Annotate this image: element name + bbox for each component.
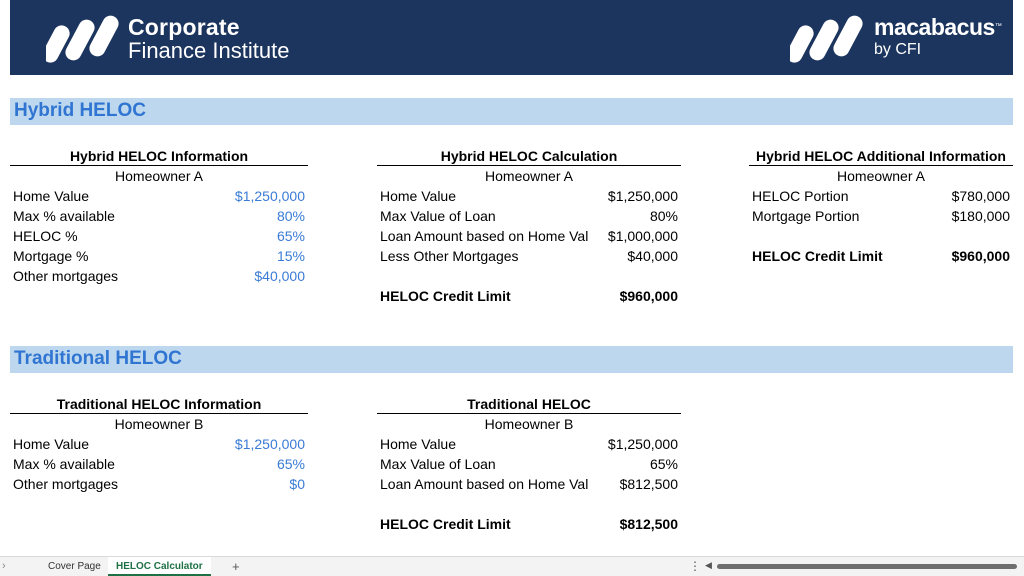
row-value: $40,000 [254, 268, 305, 284]
table-row[interactable] [377, 206, 681, 226]
scrollbar-thumb[interactable] [717, 564, 1017, 569]
hybrid-calc-table [377, 146, 681, 306]
table-title: Traditional HELOC [377, 394, 681, 414]
row-value: 80% [276, 208, 305, 224]
cfi-line2: Finance Institute [128, 38, 290, 63]
row-value: $812,500 [619, 476, 678, 492]
row-value: $780,000 [951, 188, 1010, 204]
table-title: Hybrid HELOC Information [10, 146, 308, 166]
table-title: Hybrid HELOC Additional Information [749, 146, 1013, 166]
table-row[interactable] [377, 454, 681, 474]
mac-line2: by CFI [874, 41, 922, 58]
macabacus-wordmark [874, 14, 1001, 60]
hybrid-section-header [10, 98, 1013, 125]
total-row[interactable] [749, 246, 1013, 266]
scroll-left-icon[interactable]: ◀ [705, 560, 712, 570]
row-label: Home Value [380, 436, 457, 452]
macabacus-logo-icon [790, 14, 870, 64]
table-title: Traditional HELOC Information [10, 394, 308, 414]
traditional-section-header [10, 346, 1013, 373]
sheet-nav-icon[interactable]: › [2, 560, 6, 572]
table-row[interactable] [749, 186, 1013, 206]
table-row[interactable] [377, 186, 681, 206]
total-label: HELOC Credit Limit [752, 248, 883, 264]
tab-options-icon[interactable]: ⋮ [689, 559, 701, 573]
cfi-line1: Corporate [128, 14, 240, 40]
row-label: Home Value [13, 436, 90, 452]
table-row[interactable] [10, 206, 308, 226]
table-row[interactable] [10, 266, 308, 286]
tab-cover-page[interactable]: Cover Page [48, 561, 101, 572]
row-value: $1,250,000 [607, 188, 678, 204]
total-row[interactable] [377, 514, 681, 534]
row-value: 65% [276, 456, 305, 472]
add-sheet-button[interactable]: + [232, 559, 240, 574]
tab-heloc-calculator[interactable]: HELOC Calculator [108, 557, 211, 576]
horizontal-scrollbar[interactable] [705, 561, 1022, 573]
row-label: Loan Amount based on Home Val [380, 476, 589, 492]
table-title: Hybrid HELOC Calculation [377, 146, 681, 166]
total-value: $812,500 [619, 516, 678, 532]
traditional-info-table [10, 394, 308, 494]
row-label: Home Value [380, 188, 457, 204]
mac-tm: ™ [994, 23, 1002, 30]
row-label: Max % available [13, 208, 115, 224]
row-value: $1,250,000 [234, 188, 305, 204]
row-value: 80% [649, 208, 678, 224]
hybrid-section-title: Hybrid HELOC [14, 100, 146, 121]
row-value: $1,250,000 [607, 436, 678, 452]
sheet-tab-bar [0, 556, 1024, 576]
table-subtitle: Homeowner B [484, 416, 574, 432]
row-value: $180,000 [951, 208, 1010, 224]
row-label: Max Value of Loan [380, 456, 496, 472]
row-value: $1,000,000 [607, 228, 678, 244]
total-label: HELOC Credit Limit [380, 288, 511, 304]
row-value: $0 [289, 476, 305, 492]
row-value: 15% [276, 248, 305, 264]
row-label: Mortgage % [13, 248, 89, 264]
hybrid-additional-table [749, 146, 1013, 266]
total-value: $960,000 [619, 288, 678, 304]
row-label: Other mortgages [13, 476, 119, 492]
row-value: 65% [276, 228, 305, 244]
row-label: Max Value of Loan [380, 208, 496, 224]
cfi-wordmark [128, 16, 289, 62]
row-label: Less Other Mortgages [380, 248, 519, 264]
cfi-logo-icon [46, 14, 126, 64]
row-label: HELOC Portion [752, 188, 849, 204]
table-row[interactable] [749, 206, 1013, 226]
table-row[interactable] [10, 226, 308, 246]
row-label: Mortgage Portion [752, 208, 860, 224]
row-label: Home Value [13, 188, 90, 204]
hybrid-info-table [10, 146, 308, 286]
table-row[interactable] [377, 246, 681, 266]
table-subtitle: Homeowner A [115, 168, 203, 184]
row-label: Other mortgages [13, 268, 119, 284]
table-row[interactable] [377, 474, 681, 494]
row-label: Max % available [13, 456, 115, 472]
total-row[interactable] [377, 286, 681, 306]
total-label: HELOC Credit Limit [380, 516, 511, 532]
row-label: HELOC % [13, 228, 78, 244]
row-value: $1,250,000 [234, 436, 305, 452]
header-banner [10, 0, 1013, 75]
table-subtitle: Homeowner A [485, 168, 573, 184]
row-label: Loan Amount based on Home Val [380, 228, 589, 244]
table-row[interactable] [377, 434, 681, 454]
table-row[interactable] [10, 246, 308, 266]
mac-line1: macabacus [874, 14, 995, 40]
table-row[interactable] [10, 186, 308, 206]
row-value: 65% [649, 456, 678, 472]
total-value: $960,000 [951, 248, 1010, 264]
row-value: $40,000 [627, 248, 678, 264]
table-row[interactable] [10, 474, 308, 494]
traditional-calc-table [377, 394, 681, 534]
table-row[interactable] [10, 454, 308, 474]
traditional-section-title: Traditional HELOC [14, 348, 182, 369]
table-row[interactable] [10, 434, 308, 454]
table-subtitle: Homeowner B [114, 416, 204, 432]
table-subtitle: Homeowner A [837, 168, 925, 184]
table-row[interactable] [377, 226, 681, 246]
